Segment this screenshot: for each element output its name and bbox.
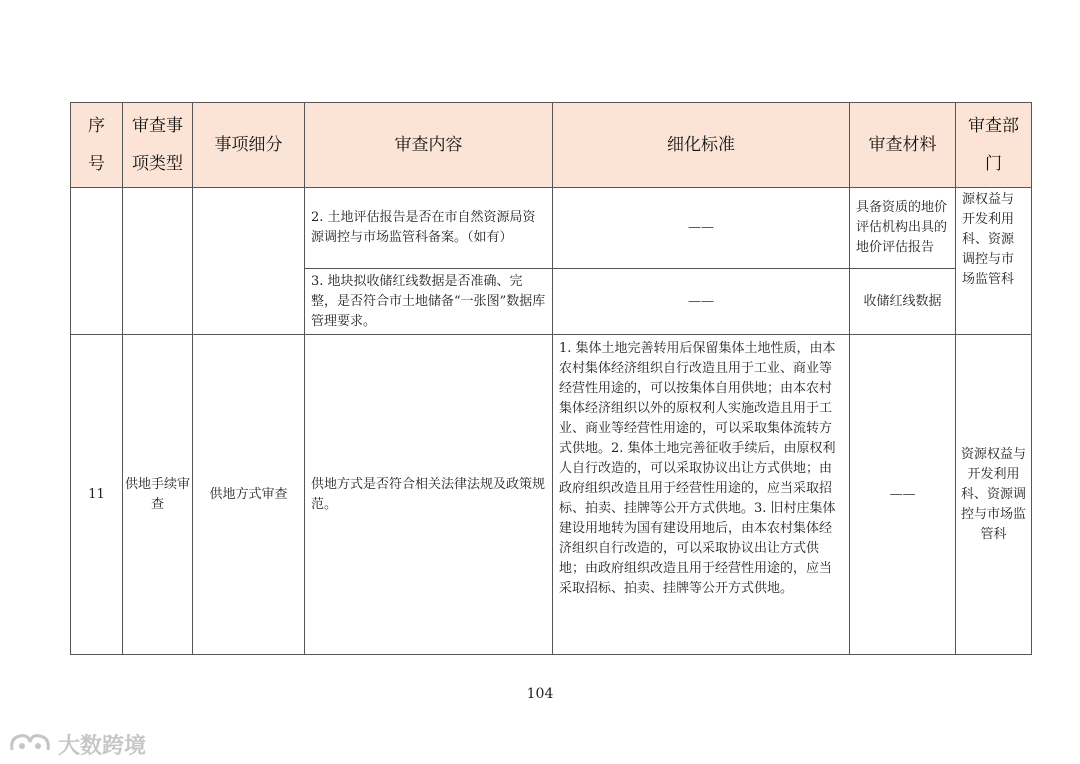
cell-dept: 源权益与开发利用科、资源调控与市场监管科 (956, 188, 1032, 335)
cell-material: —— (850, 335, 956, 655)
header-standard: 细化标准 (553, 103, 850, 188)
cell-subdivision (193, 188, 305, 335)
header-content: 审查内容 (305, 103, 553, 188)
watermark-text: 大数跨境 (58, 733, 147, 759)
review-table (70, 102, 1032, 655)
cell-standard: —— (553, 188, 850, 269)
watermark (8, 728, 146, 760)
cell-material: 具备资质的地价评估机构出具的地价评估报告 (850, 188, 956, 269)
header-material: 审查材料 (850, 103, 956, 188)
cell-seq (71, 188, 123, 335)
cell-content: 2. 土地评估报告是否在市自然资源局资源调控与市场监管科备案。（如有） (305, 188, 553, 269)
cell-content: 供地方式是否符合相关法律法规及政策规范。 (305, 335, 553, 655)
cell-standard: —— (553, 269, 850, 335)
table-row (71, 188, 1032, 269)
cell-seq: 11 (71, 335, 123, 655)
cell-dept: 资源权益与开发利用科、资源调控与市场监管科 (956, 335, 1032, 655)
header-row (71, 103, 1032, 188)
header-subdivision: 事项细分 (193, 103, 305, 188)
cell-material: 收储红线数据 (850, 269, 956, 335)
header-type: 审查事 项类型 (123, 103, 193, 188)
cell-standard: 1. 集体土地完善转用后保留集体土地性质，由本农村集体经济组织自行改造且用于工业、商业等经营性用途的，可以按集体自用供地；由本农村集体经济组织以外的原权利人实施改造且用于工业、商业等经营性用途的，可以采取集体流转方式供地。2. 集体土地完善征收手续后，由原权利人自行改造的，可以采取协议出让方式供地；由政府组织改造且用于经营性用途的，应当采取招标、拍卖、挂牌等公开方式供地。3. 旧村庄集体建设用地转为国有建设用地后，由本农村集体经济组织自行改造的，可以采取协议出让方式供地；由政府组织改造且用于经营性用途的，应当采取招标、拍卖、挂牌等公开方式供地。 (553, 335, 850, 655)
watermark-logo-icon (8, 730, 52, 758)
page-number: 104 (526, 686, 554, 702)
cell-type (123, 188, 193, 335)
header-dept: 审查部 门 (956, 103, 1032, 188)
table-row (71, 335, 1032, 655)
cell-type: 供地手续审查 (123, 335, 193, 655)
cell-subdivision: 供地方式审查 (193, 335, 305, 655)
cell-content: 3. 地块拟收储红线数据是否准确、完整，是否符合市土地储备“一张图”数据库管理要求。 (305, 269, 553, 335)
header-seq: 序 号 (71, 103, 123, 188)
